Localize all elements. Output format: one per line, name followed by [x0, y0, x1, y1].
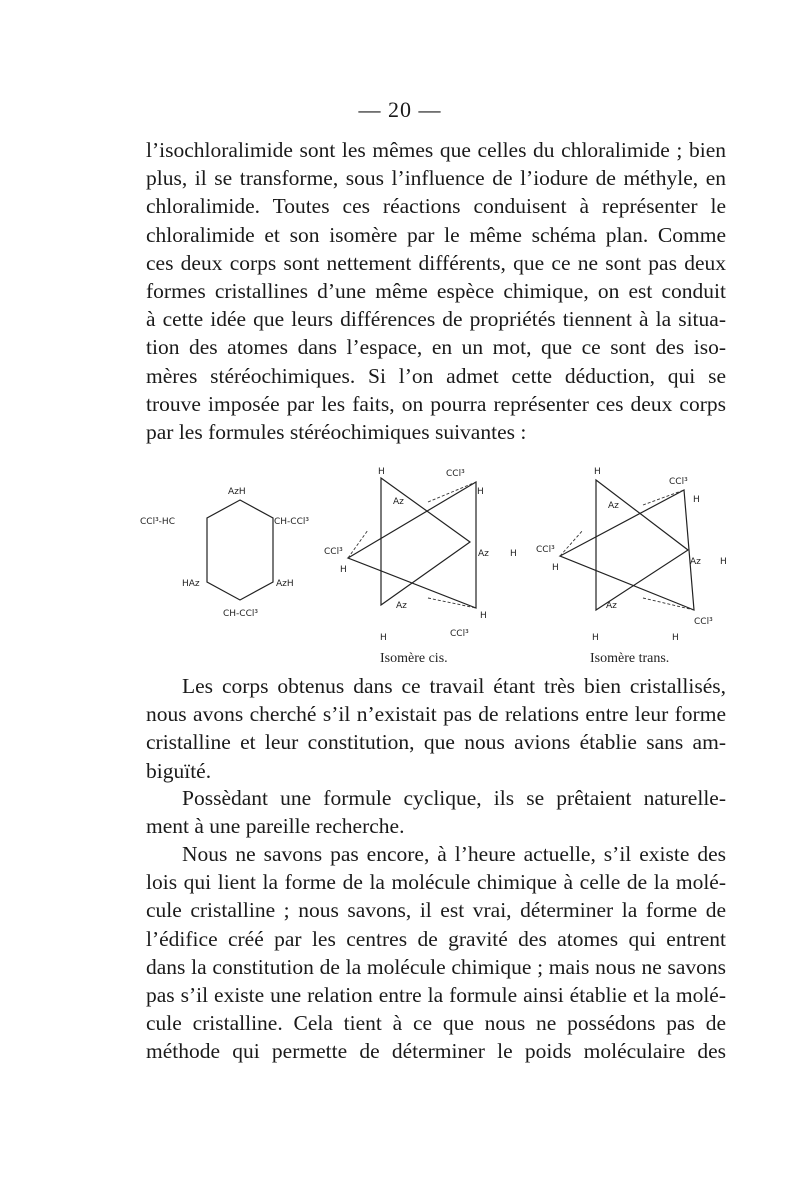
- hex-label-upper-right: CH-CCl³: [274, 517, 309, 527]
- trans-label: CCl³: [669, 477, 688, 487]
- trans-isomer-diagram: [536, 467, 727, 666]
- paragraph-crystals: [146, 672, 726, 785]
- cis-label: CCl³: [450, 629, 469, 639]
- hex-label-upper-left: CCl³-HC: [140, 517, 175, 527]
- text-line: cule cristalline. Cela tient à ce que nous ne possédons pas de: [146, 1011, 726, 1036]
- text-line: ces deux corps sont nettement différents, que ce ne sont pas deux: [146, 250, 726, 275]
- text-line: trouve imposée par les faits, on pourra représenter ces deux corps: [146, 391, 726, 416]
- paragraph-laws: [146, 840, 726, 1066]
- text-line: formes cristallines d’une même espèce chimique, on est conduit: [146, 279, 726, 304]
- formula-diagrams: [128, 460, 728, 670]
- cis-label: H: [477, 487, 484, 497]
- cis-caption: Isomère cis.: [380, 651, 448, 666]
- page-number: — 20 —: [358, 97, 442, 122]
- text-line: biguïté.: [146, 758, 212, 783]
- text-line: cule cristalline ; nous savons, il est vrai, déterminer la forme de: [146, 898, 726, 923]
- trans-label: Az: [690, 557, 701, 567]
- cis-label: Az: [396, 601, 407, 611]
- cis-label: H: [380, 633, 387, 643]
- trans-label: CCl³: [536, 545, 555, 555]
- hex-label-top: AzH: [228, 487, 246, 497]
- text-line: dans la constitution de la molécule chimique ; mais nous ne savons: [146, 954, 726, 979]
- text-line: à cette idée que leurs différences de propriétés tiennent à la situa-: [146, 307, 726, 332]
- trans-label: CCl³: [694, 617, 713, 627]
- text-line: mères stéréochimiques. Si l’on admet cette déduction, qui se: [146, 363, 726, 388]
- trans-label: H: [693, 495, 700, 505]
- hexagon-ring: [207, 500, 273, 600]
- hex-label-lower-left: HAz: [182, 579, 200, 589]
- text-line: Les corps obtenus dans ce travail étant très bien cristallisés,: [182, 674, 726, 698]
- cis-label: H: [510, 549, 517, 559]
- cis-label: Az: [478, 549, 489, 559]
- cis-label: H: [378, 467, 385, 477]
- trans-caption: Isomère trans.: [590, 651, 670, 666]
- text-line: ment à une pareille recherche.: [146, 814, 405, 839]
- trans-label: Az: [608, 501, 619, 511]
- text-line: chloralimide. Toutes ces réactions conduisent à représenter le: [146, 194, 726, 219]
- text-line: l’édifice créé par les centres de gravité des atomes qui entrent: [146, 926, 726, 951]
- text-line: pas s’il existe une relation entre la formule ainsi établie et la molé-: [146, 983, 726, 1008]
- paragraph-cyclic: [146, 784, 726, 840]
- text-line: méthode qui permette de déterminer le poids moléculaire des: [146, 1039, 726, 1064]
- trans-triangle-b: [560, 490, 694, 610]
- cis-label: H: [340, 565, 347, 575]
- text-line: cristalline et leur constitution, que nous avions établie sans am-: [146, 730, 726, 755]
- text-line: Possèdant une formule cyclique, ils se prêtaient naturelle-: [182, 786, 726, 810]
- cis-label: CCl³: [446, 469, 465, 479]
- text-line: par les formules stéréochimiques suivantes :: [146, 420, 527, 445]
- plan-hexagon: [140, 487, 309, 619]
- trans-label: H: [592, 633, 599, 643]
- text-line: nous avons cherché s’il n’existait pas de relations entre leur forme: [146, 702, 726, 727]
- cis-isomer-diagram: [324, 467, 517, 666]
- text-line: l’isochloralimide sont les mêmes que celles du chloralimide ; bien: [146, 138, 726, 162]
- text-line: plus, il se transforme, sous l’influence de l’iodure de méthyle, en: [146, 166, 726, 191]
- trans-triangle-a: [596, 480, 688, 610]
- cis-label: Az: [393, 497, 404, 507]
- cis-label: CCl³: [324, 547, 343, 557]
- text-line: Nous ne savons pas encore, à l’heure actuelle, s’il existe des: [182, 842, 726, 866]
- paragraph-intro: [146, 136, 726, 446]
- trans-label: H: [720, 557, 727, 567]
- trans-label: H: [672, 633, 679, 643]
- trans-label: H: [594, 467, 601, 477]
- text-line: chloralimide et son isomère par le même schéma plan. Comme: [146, 222, 726, 247]
- hex-label-bottom: CH-CCl³: [223, 609, 258, 619]
- text-line: tion des atomes dans l’espace, en un mot, que ce sont des iso-: [146, 335, 726, 360]
- trans-label: H: [552, 563, 559, 573]
- cis-label: H: [480, 611, 487, 621]
- text-line: lois qui lient la forme de la molécule chimique à celle de la molé-: [146, 870, 726, 895]
- hex-label-lower-right: AzH: [276, 579, 294, 589]
- stereochemical-figure: [128, 460, 728, 670]
- trans-label: Az: [606, 601, 617, 611]
